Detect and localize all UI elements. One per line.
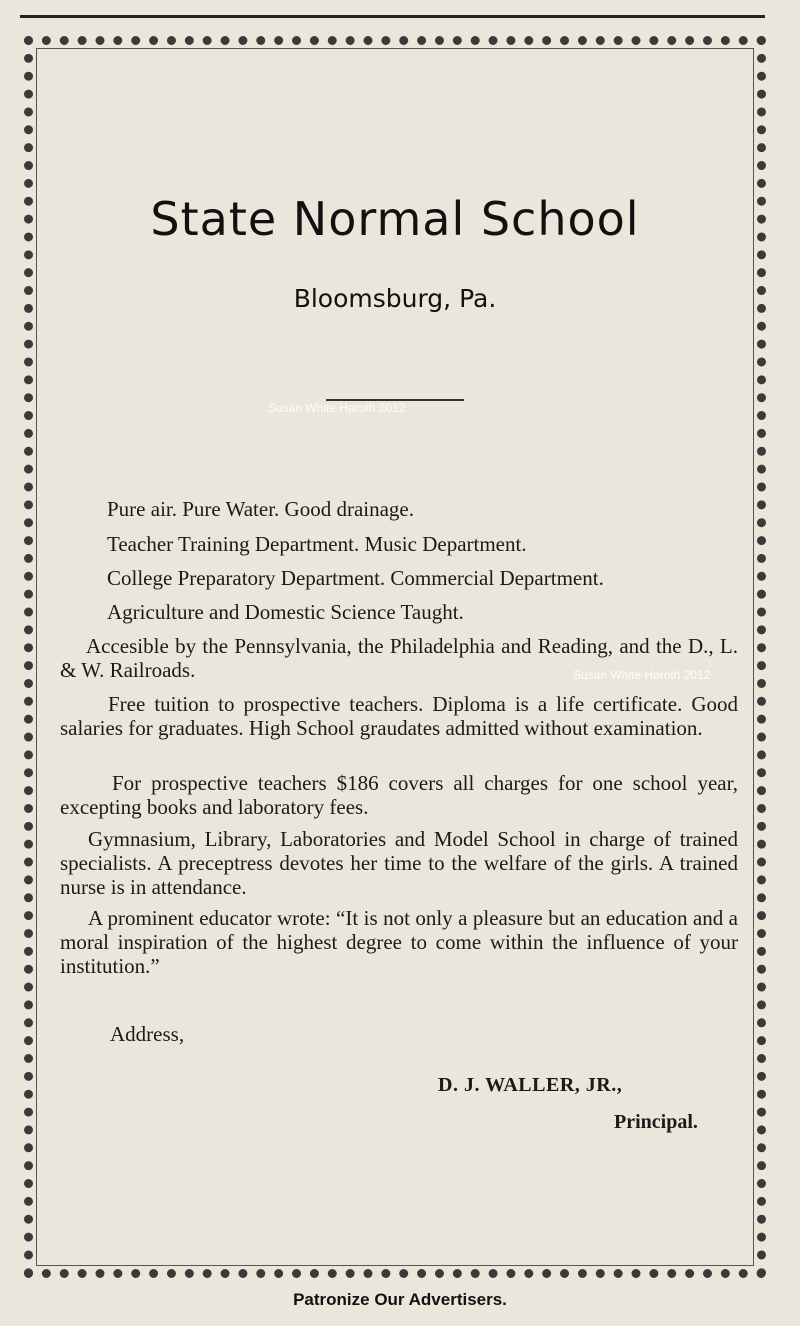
watermark: Susan White Haroth 2012 [573,668,711,682]
address-label: Address, [110,1022,185,1046]
top-rule [20,15,765,18]
location-subtitle: Bloomsburg, Pa. [293,284,497,313]
footer-note: Patronize Our Advertisers. [293,1290,507,1309]
quote-paragraph: A prominent educator wrote: “It is not only a pleasure but an education and a moral inspiration of the highest degree to come within the influence of your institution.” [60,906,738,978]
departments-line: College Preparatory Department. Commercial Department. [107,566,604,590]
courses-line: Agriculture and Domestic Science Taught. [107,600,464,624]
cost-paragraph: For prospective teachers $186 covers all charges for one school year, excepting books and laboratory fees. [60,771,738,819]
departments-line: Teacher Training Department. Music Department. [107,532,527,556]
principal-title: Principal. [614,1111,698,1133]
watermark: Susan White Haroth 2012 [268,401,406,415]
principal-name: D. J. WALLER, JR., [438,1074,623,1096]
access-paragraph: Accesible by the Pennsylvania, the Philadelphia and Reading, and the D., L. & W. Railroads. [60,634,738,682]
facilities-paragraph: Gymnasium, Library, Laboratories and Model School in charge of trained specialists. A preceptress devotes her time to the welfare of the girls. A trained nurse is in attendance. [60,827,738,899]
page-title: State Normal School [150,192,640,246]
tuition-paragraph: Free tuition to prospective teachers. Diploma is a life certificate. Good salaries for graduates. High School graudates admitted without examination. [60,692,738,740]
features-line: Pure air. Pure Water. Good drainage. [107,497,415,521]
